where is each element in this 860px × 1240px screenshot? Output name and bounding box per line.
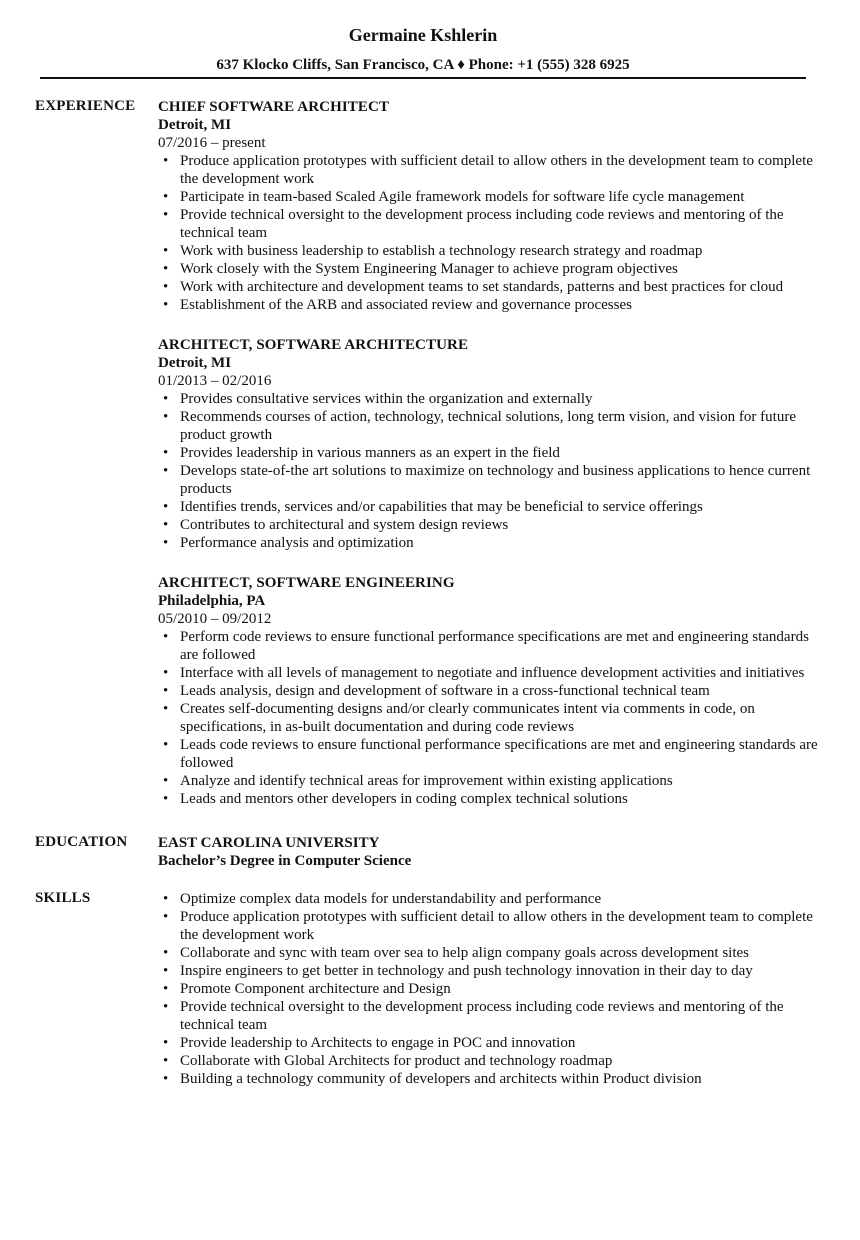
list-item: • Interface with all levels of management to negotiate and influence development activities and initiatives (158, 664, 818, 682)
list-item: • Work with business leadership to establish a technology research strategy and roadmap (158, 242, 818, 260)
education-degree: Bachelor’s Degree in Computer Science (158, 853, 412, 869)
list-item: • Work closely with the System Engineering Manager to achieve program objectives (158, 260, 818, 278)
list-item: • Recommends courses of action, technology, technical solutions, long term vision, and vision for future product growth (158, 408, 818, 444)
list-item: • Identifies trends, services and/or capabilities that may be beneficial to service offerings (158, 498, 818, 516)
job-location: Detroit, MI (158, 117, 232, 133)
job-dates: 05/2010 – 09/2012 (158, 611, 272, 627)
list-item: • Provide leadership to Architects to engage in POC and innovation (158, 1034, 818, 1052)
list-item: • Provides leadership in various manners as an expert in the field (158, 444, 818, 462)
section-title-education: EDUCATION (35, 834, 128, 850)
job-entry (158, 336, 818, 552)
list-item: • Produce application prototypes with sufficient detail to allow others in the development team to complete the development work (158, 908, 818, 944)
list-item: • Provides consultative services within the organization and externally (158, 390, 818, 408)
list-item: • Creates self-documenting designs and/or clearly communicates intent via comments in code, on specifications, in as-built documentation and during code reviews (158, 700, 818, 736)
contact-line: 637 Klocko Cliffs, San Francisco, CA ♦ Phone: +1 (555) 328 6925 (216, 57, 630, 73)
job-location: Philadelphia, PA (158, 593, 266, 609)
skills-content (158, 890, 818, 1088)
list-item: • Leads analysis, design and development of software in a cross-functional technical team (158, 682, 818, 700)
list-item: • Provide technical oversight to the development process including code reviews and mentoring of the technical team (158, 998, 818, 1034)
job-dates: 01/2013 – 02/2016 (158, 373, 272, 389)
section-title-experience: EXPERIENCE (35, 98, 136, 114)
job-location: Detroit, MI (158, 355, 232, 371)
list-item: • Leads and mentors other developers in coding complex technical solutions (158, 790, 818, 808)
list-item: • Work with architecture and development teams to set standards, patterns and best practices for cloud (158, 278, 818, 296)
job-title: ARCHITECT, SOFTWARE ARCHITECTURE (158, 337, 469, 353)
job-bullets (158, 390, 818, 552)
job-bullets (158, 628, 818, 808)
list-item: • Contributes to architectural and system design reviews (158, 516, 818, 534)
list-item: • Produce application prototypes with sufficient detail to allow others in the development team to complete the development work (158, 152, 818, 188)
education-school: EAST CAROLINA UNIVERSITY (158, 835, 380, 851)
list-item: • Collaborate and sync with team over sea to help align company goals across development sites (158, 944, 818, 962)
experience-content (158, 98, 818, 830)
job-bullets (158, 152, 818, 314)
job-entry (158, 98, 818, 314)
resume-name: Germaine Kshlerin (348, 25, 498, 45)
list-item: • Provide technical oversight to the development process including code reviews and mentoring of the technical team (158, 206, 818, 242)
list-item: • Perform code reviews to ensure functional performance specifications are met and engineering standards are followed (158, 628, 818, 664)
job-title: ARCHITECT, SOFTWARE ENGINEERING (158, 575, 455, 591)
list-item: • Performance analysis and optimization (158, 534, 818, 552)
list-item: • Inspire engineers to get better in technology and push technology innovation in their day to day (158, 962, 818, 980)
list-item: • Collaborate with Global Architects for product and technology roadmap (158, 1052, 818, 1070)
list-item: • Building a technology community of developers and architects within Product division (158, 1070, 818, 1088)
list-item: • Leads code reviews to ensure functional performance specifications are met and engineering standards are followed (158, 736, 818, 772)
list-item: • Analyze and identify technical areas for improvement within existing applications (158, 772, 818, 790)
list-item: • Optimize complex data models for understandability and performance (158, 890, 818, 908)
list-item: • Develops state-of-the art solutions to maximize on technology and business applications to hence current products (158, 462, 818, 498)
job-dates: 07/2016 – present (158, 135, 266, 151)
header-divider (40, 77, 806, 79)
education-content (158, 834, 818, 870)
section-title-skills: SKILLS (35, 890, 91, 906)
skills-bullets (158, 890, 818, 1088)
job-title: CHIEF SOFTWARE ARCHITECT (158, 99, 390, 115)
job-entry (158, 574, 818, 808)
list-item: • Promote Component architecture and Design (158, 980, 818, 998)
list-item: • Establishment of the ARB and associated review and governance processes (158, 296, 818, 314)
list-item: • Participate in team-based Scaled Agile framework models for software life cycle management (158, 188, 818, 206)
